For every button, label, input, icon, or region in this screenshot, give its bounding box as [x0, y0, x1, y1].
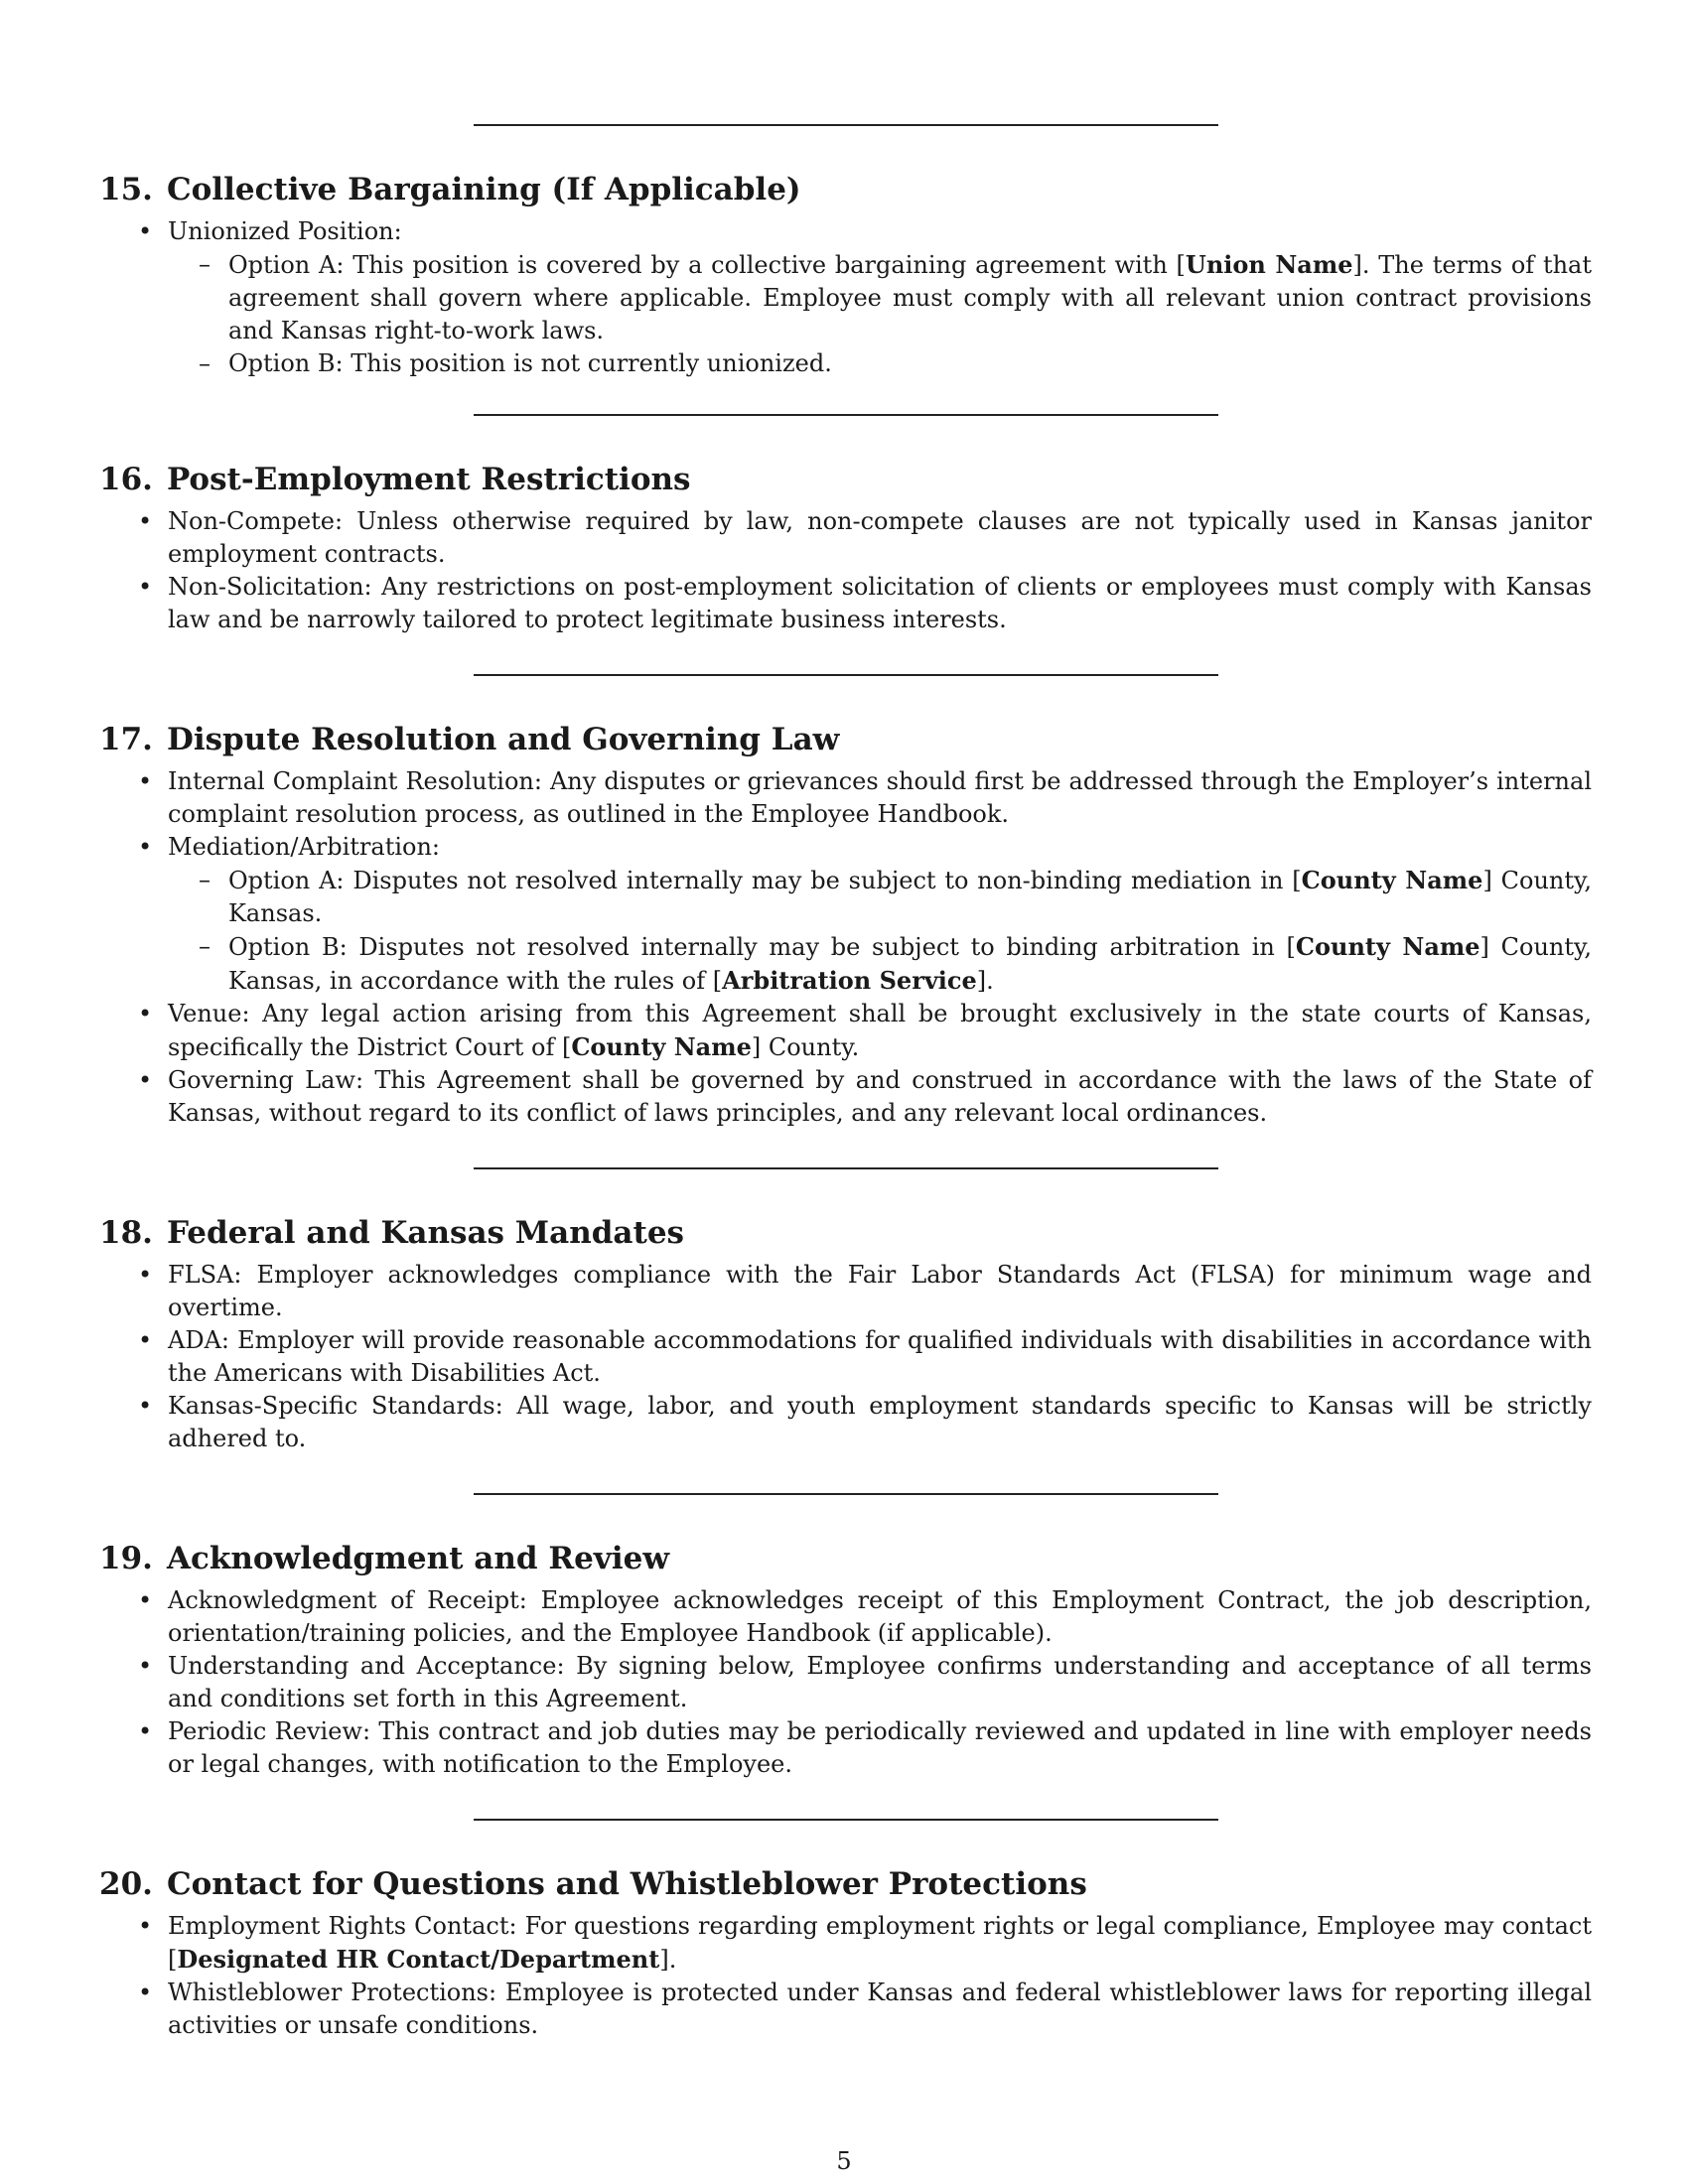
placeholder-field: Arbitration Service: [722, 966, 977, 995]
section-heading: [99, 1864, 1592, 1904]
list-item: [168, 1650, 1592, 1715]
placeholder-field: County Name: [1301, 866, 1483, 894]
text-segment: ] County, Kansas.: [228, 867, 1593, 927]
section-heading: [99, 1539, 1592, 1578]
sub-list-item: [228, 930, 1592, 998]
item-text: Whistleblower Protections: Employee is protected under Kansas and federal whistleblower laws for reporting illegal activities or unsafe conditions.: [168, 1979, 1592, 2039]
text-segment: Venue: Any legal action arising from this Agreement shall be brought exclusively in the state courts of Kansas, specifically the District Court of [: [168, 1000, 1592, 1061]
bullet-list: [99, 765, 1592, 1130]
bullet-list: [99, 505, 1592, 636]
text-segment: ]. The terms of that agreement shall govern where applicable. Employee must comply with all relevant union contract provisions and Kansas right-to-work laws.: [228, 251, 1592, 344]
list-item: [168, 1324, 1592, 1390]
item-text: Mediation/Arbitration:: [168, 833, 441, 861]
list-item: [168, 505, 1592, 571]
section-title: Acknowledgment and Review: [166, 1541, 670, 1576]
section-number: 16.: [99, 462, 153, 497]
text-segment: ].: [976, 967, 994, 995]
list-item: [168, 1390, 1592, 1455]
section-heading: [99, 460, 1592, 499]
list-item: [168, 1977, 1592, 2042]
text-segment: Option B: Disputes not resolved internally may be subject to binding arbitration in [: [228, 933, 1296, 961]
section-20: [99, 1864, 1592, 2042]
list-item: [168, 571, 1592, 636]
section-title: Federal and Kansas Mandates: [166, 1215, 685, 1251]
section-16: [99, 460, 1592, 636]
item-text: Option B: This position is not currently unionized.: [228, 349, 832, 377]
item-text: Governing Law: This Agreement shall be governed by and construed in accordance with the laws of the State of Kansas, without regard to its conflict of laws principles, and any relevant local ordinances.: [168, 1066, 1592, 1127]
section-title: Collective Bargaining (If Applicable): [166, 172, 801, 207]
list-item: [168, 215, 1592, 380]
bullet-list: [99, 1910, 1592, 2042]
sub-list-item: [228, 864, 1592, 930]
section-number: 18.: [99, 1215, 153, 1251]
list-item: [168, 831, 1592, 998]
page-content: [99, 0, 1592, 2042]
sub-list-item: [228, 248, 1592, 347]
item-text: Unionized Position:: [168, 217, 402, 245]
item-text: Kansas-Specific Standards: All wage, labor, and youth employment standards specific to Kansas will be strictly adhered to.: [168, 1392, 1592, 1452]
page-number: 5: [836, 2147, 852, 2175]
sub-list: [168, 248, 1592, 380]
list-item: [168, 765, 1592, 831]
section-18: [99, 1213, 1592, 1455]
section-number: 19.: [99, 1541, 153, 1576]
item-text: Non-Solicitation: Any restrictions on post-employment solicitation of clients or employees must comply with Kansas law and be narrowly tailored to protect legitimate business interests.: [168, 573, 1592, 633]
section-19: [99, 1539, 1592, 1781]
section-number: 20.: [99, 1866, 153, 1902]
text-segment: ].: [659, 1946, 677, 1974]
section-15: [99, 170, 1592, 380]
text-segment: Option A: Disputes not resolved internally may be subject to non-binding mediation in [: [228, 867, 1302, 894]
list-item: [168, 1910, 1592, 1977]
item-text: Non-Compete: Unless otherwise required by law, non-compete clauses are not typically used in Kansas janitor employment contracts.: [168, 507, 1592, 568]
section-title: Post-Employment Restrictions: [166, 462, 691, 497]
section-number: 17.: [99, 722, 153, 757]
section-title: Contact for Questions and Whistleblower Protections: [166, 1866, 1087, 1902]
placeholder-field: Designated HR Contact/Department: [177, 1945, 660, 1974]
section-heading: [99, 170, 1592, 209]
list-item: [168, 1064, 1592, 1130]
item-text: Understanding and Acceptance: By signing below, Employee confirms understanding and acceptance of all terms and conditions set forth in this Agreement.: [168, 1652, 1592, 1712]
item-text: FLSA: Employer acknowledges compliance with the Fair Labor Standards Act (FLSA) for minimum wage and overtime.: [168, 1261, 1592, 1321]
bullet-list: [99, 1584, 1592, 1781]
item-text: ADA: Employer will provide reasonable accommodations for qualified individuals with disabilities in accordance with the Americans with Disabilities Act.: [168, 1326, 1592, 1387]
section-title: Dispute Resolution and Governing Law: [166, 722, 840, 757]
section-17: [99, 720, 1592, 1130]
text-segment: ] County, Kansas, in accordance with the rules of [: [228, 933, 1592, 995]
list-item: [168, 1715, 1592, 1781]
list-item: [168, 1259, 1592, 1324]
text-segment: ] County.: [751, 1033, 860, 1061]
placeholder-field: Union Name: [1185, 250, 1353, 279]
placeholder-field: County Name: [1295, 932, 1480, 961]
sub-list: [168, 864, 1592, 998]
item-text: Periodic Review: This contract and job duties may be periodically reviewed and updated in line with employer needs or legal changes, with notification to the Employee.: [168, 1717, 1592, 1778]
bullet-list: [99, 1259, 1592, 1455]
item-text: Internal Complaint Resolution: Any disputes or grievances should first be addressed through the Employer’s internal complaint resolution process, as outlined in the Employee Handbook.: [168, 767, 1592, 828]
text-segment: Option A: This position is covered by a collective bargaining agreement with [: [228, 251, 1186, 279]
list-item: [168, 1584, 1592, 1650]
section-heading: [99, 720, 1592, 759]
section-number: 15.: [99, 172, 153, 207]
placeholder-field: County Name: [571, 1032, 752, 1061]
item-text: Acknowledgment of Receipt: Employee acknowledges receipt of this Employment Contract, the job description, orientation/training policies, and the Employee Handbook (if applicable).: [168, 1586, 1592, 1647]
section-heading: [99, 1213, 1592, 1253]
list-item: [168, 998, 1592, 1064]
text-segment: Employment Rights Contact: For questions regarding employment rights or legal compliance, Employee may contact [: [168, 1912, 1592, 1974]
sub-list-item: [228, 347, 1592, 380]
bullet-list: [99, 215, 1592, 380]
